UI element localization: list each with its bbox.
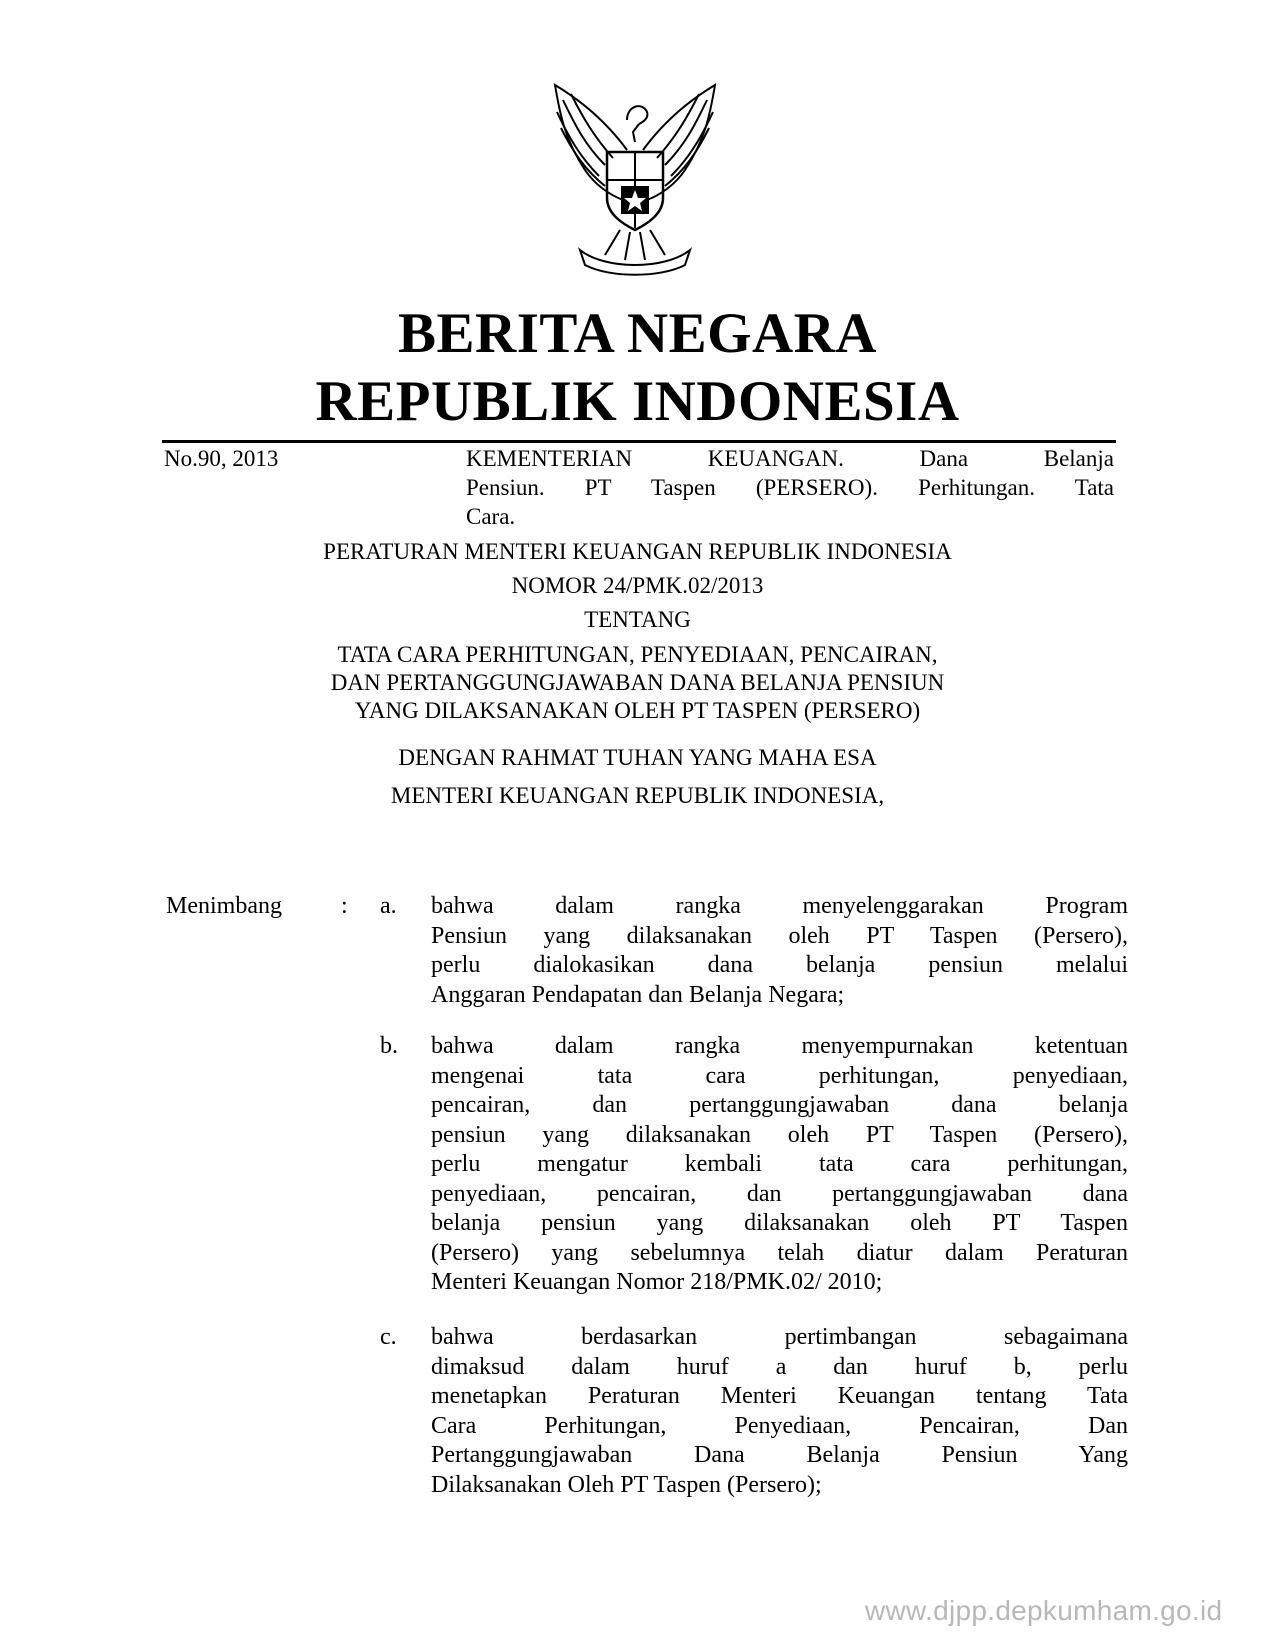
item-line: penyediaan, pencairan, dan pertanggungjawaban dana xyxy=(431,1180,1128,1207)
regulation-number: NOMOR 24/PMK.02/2013 xyxy=(511,573,764,598)
item-line: belanja pensiun yang dilaksanakan oleh PT Taspen xyxy=(431,1210,1128,1236)
item-line: perlu mengatur kembali tata cara perhitungan, xyxy=(431,1151,1128,1177)
gazette-number: No.90, 2013 xyxy=(164,446,279,471)
garuda-emblem-icon xyxy=(535,80,735,280)
item-body xyxy=(431,1032,1128,1298)
item-line: Pensiun yang dilaksanakan oleh PT Taspen (Persero), xyxy=(431,922,1128,949)
gazette-title-line2: REPUBLIK INDONESIA xyxy=(315,370,960,433)
item-line: Cara Perhitungan, Penyediaan, Pencairan, Dan xyxy=(431,1412,1128,1439)
regulation-subject-line: TATA CARA PERHITUNGAN, PENYEDIAAN, PENCAIRAN, xyxy=(337,642,938,667)
regulation-subject-line: YANG DILAKSANAKAN OLEH PT TASPEN (PERSERO) xyxy=(354,698,921,723)
item-letter: a. xyxy=(380,893,397,919)
item-body xyxy=(431,892,1128,1010)
header-divider xyxy=(162,440,1116,443)
item-line: pencairan, dan pertanggungjawaban dana belanja xyxy=(431,1092,1128,1118)
item-line: bahwa berdasarkan pertimbangan sebagaimana xyxy=(431,1324,1128,1350)
considering-colon: : xyxy=(341,893,348,919)
invocation: DENGAN RAHMAT TUHAN YANG MAHA ESA xyxy=(398,745,877,770)
item-line: Dilaksanakan Oleh PT Taspen (Persero); xyxy=(431,1471,822,1498)
item-body xyxy=(431,1323,1128,1500)
source-watermark: www.djpp.depkumham.go.id xyxy=(865,1595,1223,1626)
item-letter: c. xyxy=(380,1324,397,1350)
item-line: mengenai tata cara perhitungan, penyediaan, xyxy=(431,1062,1128,1089)
regulation-about: TENTANG xyxy=(584,607,691,632)
item-line: bahwa dalam rangka menyempurnakan ketentuan xyxy=(431,1033,1128,1059)
gazette-title-line1: BERITA NEGARA xyxy=(398,302,877,365)
item-line: Pertanggungjawaban Dana Belanja Pensiun Yang xyxy=(431,1442,1128,1468)
item-line: pensiun yang dilaksanakan oleh PT Taspen (Persero), xyxy=(431,1121,1128,1148)
gazette-subject-line: Cara. xyxy=(466,504,516,529)
issuer: MENTERI KEUANGAN REPUBLIK INDONESIA, xyxy=(390,783,885,808)
item-line: perlu dialokasikan dana belanja pensiun melalui xyxy=(431,952,1128,978)
item-line: bahwa dalam rangka menyelenggarakan Program xyxy=(431,893,1128,919)
item-line: (Persero) yang sebelumnya telah diatur dalam Peraturan xyxy=(431,1239,1128,1266)
item-line: Anggaran Pendapatan dan Belanja Negara; xyxy=(431,981,845,1008)
item-line: menetapkan Peraturan Menteri Keuangan tentang Tata xyxy=(431,1383,1128,1409)
regulation-subject-line: DAN PERTANGGUNGJAWABAN DANA BELANJA PENSIUN xyxy=(330,670,945,695)
item-line: dimaksud dalam huruf a dan huruf b, perlu xyxy=(431,1353,1128,1380)
gazette-subject-line: Pensiun. PT Taspen (PERSERO). Perhitungan. Tata xyxy=(466,475,1114,500)
gazette-subject xyxy=(466,444,1114,531)
item-letter: b. xyxy=(380,1033,398,1059)
gazette-subject-line: KEMENTERIAN KEUANGAN. Dana Belanja xyxy=(466,446,1114,471)
item-line: Menteri Keuangan Nomor 218/PMK.02/ 2010; xyxy=(431,1269,883,1295)
regulation-title: PERATURAN MENTERI KEUANGAN REPUBLIK INDONESIA xyxy=(323,539,952,564)
considering-label: Menimbang xyxy=(166,893,282,919)
garuda-pancasila-emblem xyxy=(535,80,735,280)
